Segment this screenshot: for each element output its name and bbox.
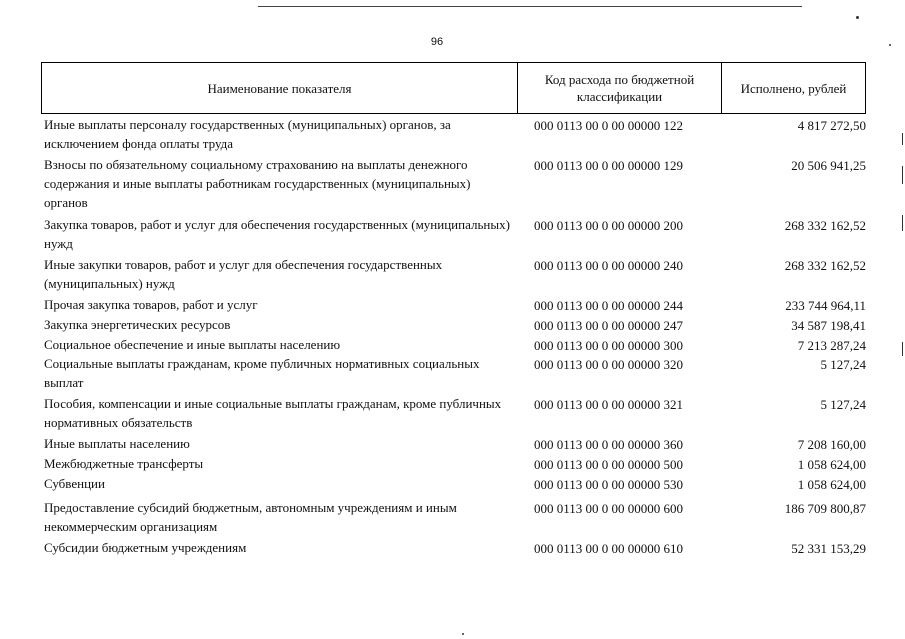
table-body [44, 115, 866, 558]
table-header [41, 62, 866, 114]
table-row [44, 295, 866, 315]
row-name: Иные закупки товаров, работ и услуг для обеспечения государственных (муниципальных) нужд [44, 257, 443, 291]
row-amount: 1 058 624,00 [797, 457, 866, 472]
row-name: Предоставление субсидий бюджетным, автономным учреждениям и иным некоммерческим организациям [44, 500, 457, 534]
row-name: Закупка энергетических ресурсов [44, 317, 231, 332]
row-name: Пособия, компенсации и иные социальные выплаты гражданам, кроме публичных нормативных обязательств [44, 396, 502, 430]
row-code: 000 0113 00 0 00 00000 129 [534, 158, 684, 173]
row-code: 000 0113 00 0 00 00000 530 [534, 477, 684, 492]
row-amount: 268 332 162,52 [784, 218, 866, 233]
row-code: 000 0113 00 0 00 00000 360 [534, 437, 684, 452]
table-row [44, 474, 866, 498]
table-row [44, 255, 866, 295]
header-amount: Исполнено, рублей [740, 80, 847, 96]
scan-speck [462, 633, 464, 635]
table-row [44, 538, 866, 558]
row-amount: 186 709 800,87 [784, 501, 866, 516]
row-code: 000 0113 00 0 00 00000 240 [534, 258, 684, 273]
row-name: Прочая закупка товаров, работ и услуг [44, 297, 258, 312]
row-code: 000 0113 00 0 00 00000 200 [534, 218, 684, 233]
row-name: Межбюджетные трансферты [44, 456, 204, 471]
row-amount: 7 213 287,24 [797, 338, 866, 353]
row-name: Иные выплаты населению [44, 436, 190, 451]
table-row [44, 115, 866, 155]
row-code: 000 0113 00 0 00 00000 600 [534, 501, 684, 516]
scan-edge-mark [902, 215, 903, 231]
row-name: Субвенции [44, 476, 105, 491]
table-row [44, 335, 866, 354]
scan-edge-mark [902, 133, 903, 145]
row-code: 000 0113 00 0 00 00000 300 [534, 338, 684, 353]
row-code: 000 0113 00 0 00 00000 610 [534, 541, 684, 556]
row-amount: 4 817 272,50 [797, 118, 866, 133]
table-row [44, 394, 866, 434]
table-row [44, 354, 866, 394]
table-row [44, 454, 866, 474]
table-row [44, 315, 866, 335]
table-row [44, 215, 866, 255]
scan-speck [856, 16, 859, 19]
row-code: 000 0113 00 0 00 00000 122 [534, 118, 684, 133]
row-name: Социальное обеспечение и иные выплаты населению [44, 337, 341, 352]
row-amount: 7 208 160,00 [797, 437, 866, 452]
row-amount: 20 506 941,25 [791, 158, 866, 173]
row-name: Иные выплаты персоналу государственных (муниципальных) органов, за исключением фонда оплаты труда [44, 117, 451, 151]
row-code: 000 0113 00 0 00 00000 320 [534, 357, 684, 372]
row-name: Взносы по обязательному социальному страхованию на выплаты денежного содержания и иные выплаты работникам государственных (муниципальных) органов [44, 157, 471, 210]
row-code: 000 0113 00 0 00 00000 244 [534, 298, 684, 313]
row-amount: 5 127,24 [820, 357, 866, 372]
table-row [44, 155, 866, 215]
row-amount: 5 127,24 [820, 397, 866, 412]
scan-edge-mark [902, 342, 903, 356]
header-code: Код расхода по бюджетной классификации [518, 63, 722, 113]
row-code: 000 0113 00 0 00 00000 247 [534, 318, 684, 333]
row-code: 000 0113 00 0 00 00000 321 [534, 397, 684, 412]
page-number: 96 [430, 36, 444, 48]
table-row [44, 434, 866, 454]
row-amount: 52 331 153,29 [791, 541, 866, 556]
header-name: Наименование показателя [42, 63, 518, 113]
row-amount: 1 058 624,00 [797, 477, 866, 492]
row-amount: 34 587 198,41 [791, 318, 866, 333]
top-rule [258, 6, 802, 7]
row-amount: 268 332 162,52 [784, 258, 866, 273]
row-name: Социальные выплаты гражданам, кроме публичных нормативных социальных выплат [44, 356, 480, 390]
row-amount: 233 744 964,11 [785, 298, 866, 313]
row-name: Субсидии бюджетным учреждениям [44, 540, 247, 555]
scan-edge-mark [902, 166, 903, 184]
table-row [44, 498, 866, 538]
row-name: Закупка товаров, работ и услуг для обеспечения государственных (муниципальных) нужд [44, 217, 510, 251]
row-code: 000 0113 00 0 00 00000 500 [534, 457, 684, 472]
scan-speck [889, 44, 891, 46]
